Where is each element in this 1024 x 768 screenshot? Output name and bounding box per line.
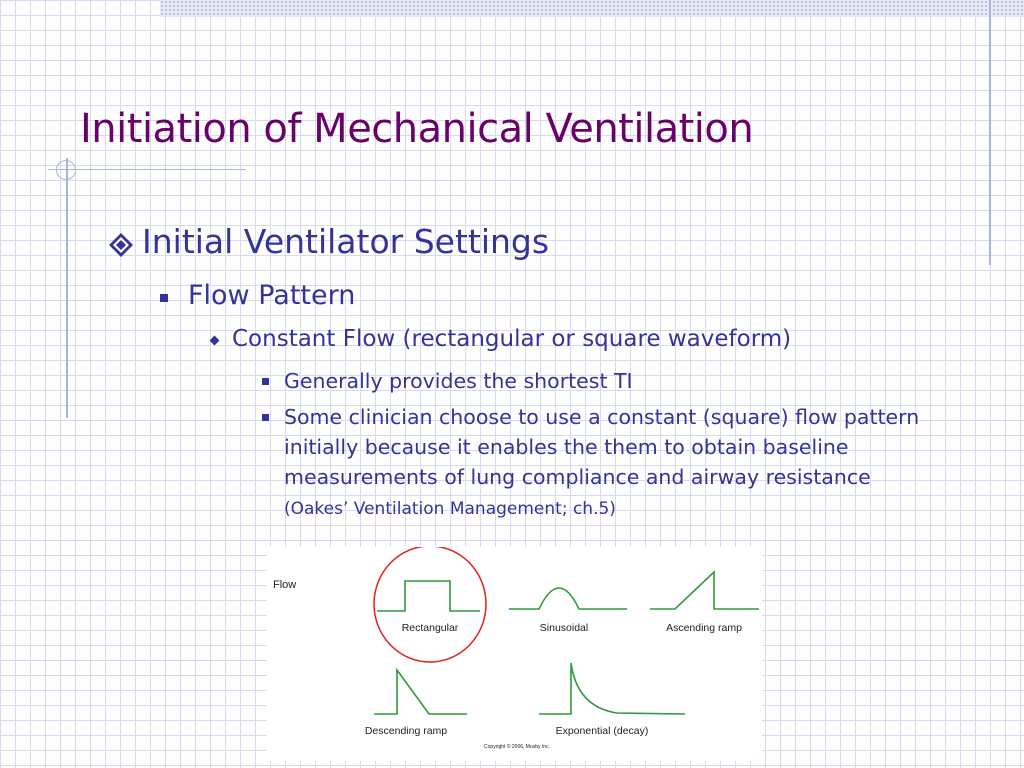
descending-ramp-label: Descending ramp (364, 725, 448, 737)
waveform-diagram (267, 547, 762, 761)
square-bullet-icon (262, 414, 269, 421)
exponential-decay-waveform (539, 663, 685, 714)
sinusoidal-waveform (509, 588, 627, 609)
right-vertical-accent-line (989, 0, 991, 265)
sinusoidal-label: Sinusoidal (539, 622, 589, 634)
outline-level2-text: Flow Pattern (188, 280, 356, 311)
ascending-ramp-label: Ascending ramp (666, 622, 742, 634)
rectangular-label: Rectangular (401, 622, 459, 634)
outline-level1-text: Initial Ventilator Settings (142, 222, 550, 261)
slide-title: Initiation of Mechanical Ventilation (80, 106, 754, 152)
outline-level3-text: Constant Flow (rectangular or square waveform) (232, 326, 792, 352)
flow-axis-label: Flow (273, 579, 297, 591)
outline-level1-item (108, 222, 549, 261)
left-vertical-accent-line (66, 158, 68, 418)
square-bullet-icon (262, 378, 269, 385)
diamond-icon (108, 232, 134, 258)
outline-level4-text: Some clinician choose to use a constant (square) flow pattern initially because it enables the them to obtain baseline measurements of lung compliance and airway resistance (284, 405, 920, 489)
outline-level4-item (262, 366, 922, 396)
rectangular-waveform (377, 581, 480, 611)
outline-level3-item (210, 326, 791, 352)
exponential-decay-label: Exponential (decay) (555, 725, 649, 737)
outline-level2-item (160, 280, 355, 311)
outline-level4-text: Generally provides the shortest TI (284, 369, 633, 393)
slide-header-band (160, 0, 1024, 17)
outline-level4-item (262, 402, 922, 524)
highlight-circle (374, 547, 486, 662)
flow-waveform-figure (267, 547, 762, 761)
small-diamond-icon (210, 336, 220, 346)
title-underline-accent (48, 169, 246, 170)
crosshair-circle (56, 160, 76, 180)
descending-ramp-waveform (374, 670, 467, 714)
copyright-notice: Copyright © 2006, Mosby Inc. (484, 744, 550, 750)
ascending-ramp-waveform (650, 572, 759, 609)
reference-citation: (Oakes’ Ventilation Management; ch.5) (284, 499, 616, 519)
square-bullet-icon (160, 294, 168, 302)
